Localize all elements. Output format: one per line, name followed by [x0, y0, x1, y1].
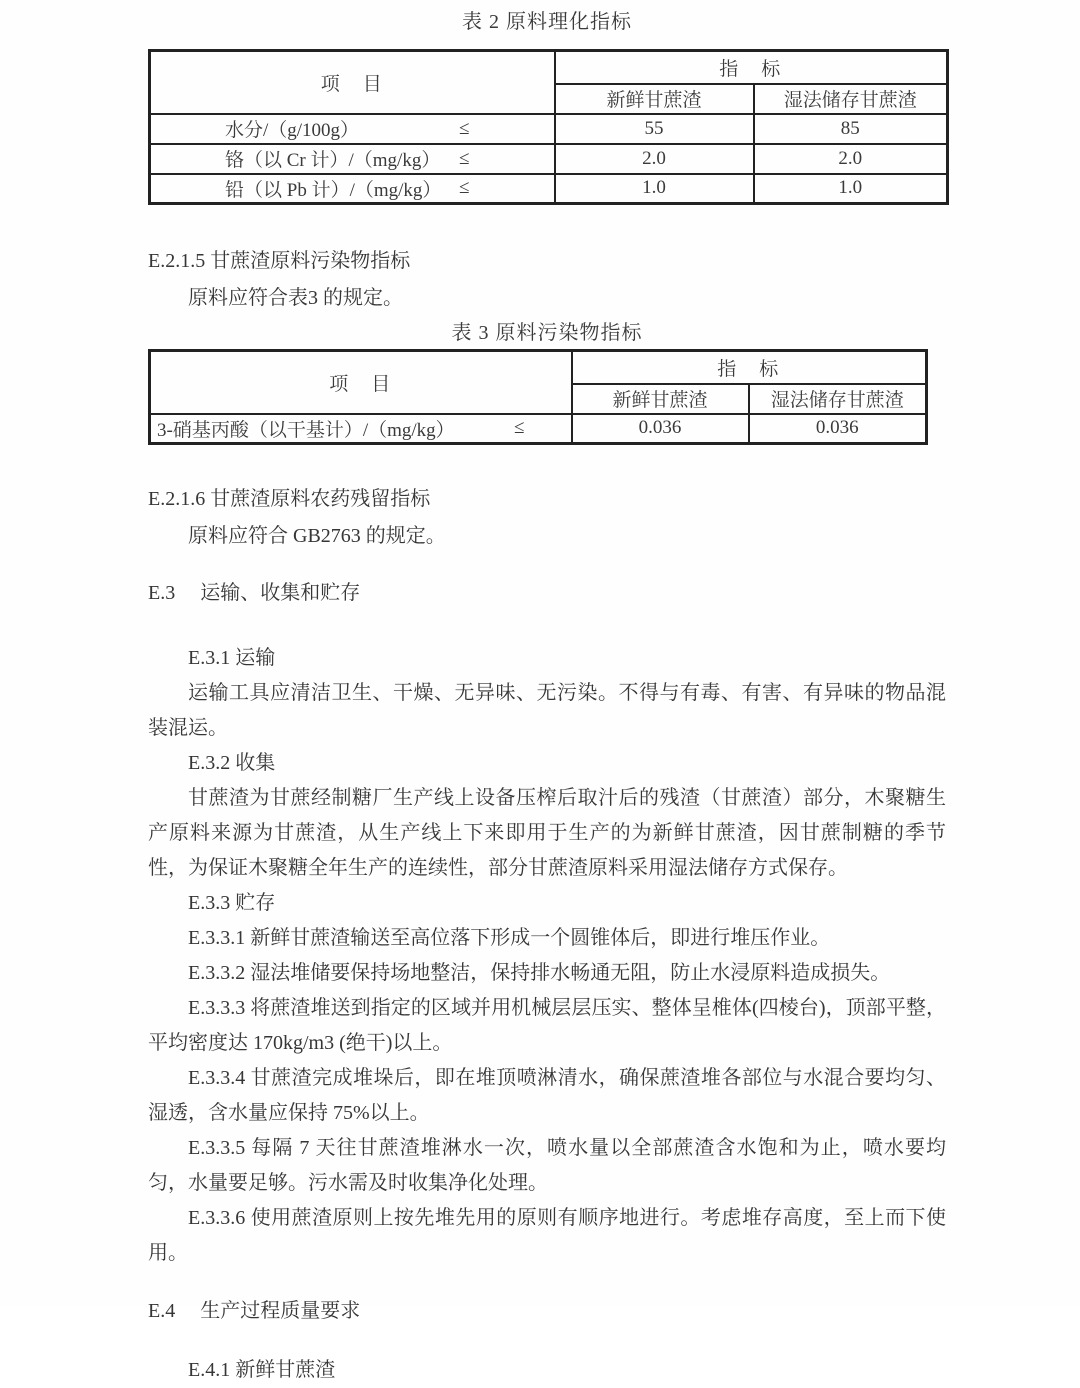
section-heading-e4: E.4 生产过程质量要求 [148, 1300, 361, 1322]
paragraph-e215: 原料应符合表3 的规定。 [188, 287, 403, 309]
table2-indicator-header-cell [555, 51, 948, 84]
value-wet: 2.0 [754, 144, 948, 174]
item-label: 铅（以 Pb 计）/（mg/kg） [225, 179, 442, 201]
value-wet: 1.0 [754, 174, 948, 204]
value-fresh: 55 [555, 114, 754, 144]
section-heading-e31: E.3.1 运输 [188, 647, 276, 669]
table3-col-wet-header: 湿法储存甘蔗渣 [749, 384, 927, 414]
table3-raw-material-contaminants [148, 349, 928, 445]
table2-col-fresh-header: 新鲜甘蔗渣 [555, 84, 754, 114]
table2-title: 表 2 原料理化指标 [462, 11, 632, 33]
table3-indicator-header-cell [572, 351, 927, 384]
table2-header-row-1 [150, 51, 948, 84]
section-heading-e3: E.3 运输、收集和贮存 [148, 582, 361, 604]
table2-indicator-header: 指 标 [719, 58, 783, 80]
section-heading-e215: E.2.1.5 甘蔗渣原料污染物指标 [148, 250, 411, 272]
paragraph-e31: 运输工具应清洁卫生、干燥、无异味、无污染。不得与有毒、有害、有异味的物品混装混运。 [148, 682, 946, 739]
paragraph-e336: E.3.3.6 使用蔗渣原则上按先堆先用的原则有顺序地进行。考虑堆存高度，至上而下使用。 [148, 1207, 946, 1264]
table-row [150, 144, 948, 174]
table3-title: 表 3 原料污染物指标 [451, 322, 643, 344]
table2-raw-material-physicochemical [148, 49, 949, 205]
paragraph-e216: 原料应符合 GB2763 的规定。 [188, 525, 446, 547]
section-heading-e33: E.3.3 贮存 [188, 892, 276, 914]
lte-symbol: ≤ [459, 177, 470, 199]
table2-item-cell [150, 144, 555, 174]
table2-item-header: 项 目 [320, 73, 384, 95]
paragraph-e334: E.3.3.4 甘蔗渣完成堆垛后，即在堆顶喷淋清水，确保蔗渣堆各部位与水混合要均匀、湿透，含水量应保持 75%以上。 [148, 1067, 946, 1124]
table2-item-cell [150, 114, 555, 144]
paragraph-e335: E.3.3.5 每隔 7 天往甘蔗渣堆淋水一次，喷水量以全部蔗渣含水饱和为止，喷水要均匀，水量要足够。污水需及时收集净化处理。 [148, 1137, 946, 1194]
table2-item-cell [150, 174, 555, 204]
value-wet: 0.036 [749, 414, 927, 444]
section-heading-e41: E.4.1 新鲜甘蔗渣 [188, 1359, 336, 1381]
table3-col-fresh-header: 新鲜甘蔗渣 [572, 384, 749, 414]
table-row [150, 414, 927, 444]
lte-symbol: ≤ [459, 117, 470, 139]
value-fresh: 1.0 [555, 174, 754, 204]
value-wet: 85 [754, 114, 948, 144]
section-heading-e32: E.3.2 收集 [188, 752, 276, 774]
table-row [150, 114, 948, 144]
table-row [150, 174, 948, 204]
table3-item-cell [150, 414, 572, 444]
item-label: 铬（以 Cr 计）/（mg/kg） [225, 150, 441, 171]
table2-item-header-cell [150, 51, 555, 114]
value-fresh: 2.0 [555, 144, 754, 174]
table3-item-header-cell [150, 351, 572, 414]
table3-header-row-1 [150, 351, 927, 384]
table3-indicator-header: 指 标 [717, 358, 781, 380]
table3-item-header: 项 目 [329, 373, 393, 395]
paragraph-e331: E.3.3.1 新鲜甘蔗渣输送至高位落下形成一个圆锥体后，即进行堆压作业。 [188, 927, 831, 949]
item-label: 3-硝基丙酸（以干基计）/（mg/kg） [157, 419, 455, 441]
paragraph-e32: 甘蔗渣为甘蔗经制糖厂生产线上设备压榨后取汁后的残渣（甘蔗渣）部分，木聚糖生产原料来源为甘蔗渣，从生产线上下来即用于生产的为新鲜甘蔗渣，因甘蔗制糖的季节性，为保证木聚糖全年生产的连续性，部分甘蔗渣原料采用湿法储存方式保存。 [148, 787, 946, 879]
paragraph-e332: E.3.3.2 湿法堆储要保持场地整洁，保持排水畅通无阻，防止水浸原料造成损失。 [188, 962, 891, 984]
lte-symbol: ≤ [459, 147, 470, 169]
value-fresh: 0.036 [572, 414, 749, 444]
paragraph-e333: E.3.3.3 将蔗渣堆送到指定的区域并用机械层层压实、整体呈椎体(四棱台)，顶部平整，平均密度达 170kg/m3 (绝干)以上。 [148, 997, 946, 1054]
item-label: 水分/（g/100g） [225, 120, 360, 141]
lte-symbol: ≤ [514, 417, 525, 439]
table2-col-wet-header: 湿法储存甘蔗渣 [754, 84, 948, 114]
section-heading-e216: E.2.1.6 甘蔗渣原料农药残留指标 [148, 488, 431, 510]
